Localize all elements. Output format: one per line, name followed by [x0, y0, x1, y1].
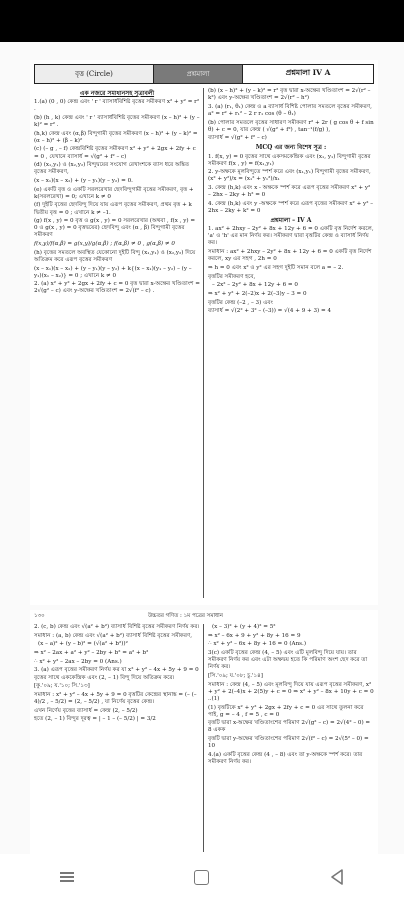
text-line: (1) বৃত্তটিকে x² + y² + 2gx + 2fy + c = 0 এর সাথে তুলনা করে পাই, g = – 4 , f = 5 , c = 0 [208, 704, 364, 718]
text-line: (b) (h , k) কেন্দ্র এবং ' r ' ব্যাসার্ধবিশিষ্ট বৃত্তের সমীকরণ (x – h)² + (y – k)² = r² . [34, 114, 200, 128]
text-line: সমাধান : x² + y² – 4x + 5y + 9 = 0 বৃত্তটির কেন্দ্রের স্থানাঙ্ক = (– (–4)/2 , – 5/2) = (2, – 5/2) , যা নির্ণেয় বৃত্তের কেন্দ্র। [34, 691, 197, 705]
text-line: 2. (c, b) কেন্দ্র এবং √(a² + b²) ব্যাসার্ধ বিশিষ্ট বৃত্তের সমীকরণ নির্ণয় কর। [34, 624, 200, 630]
text-line: (c) (– g , – f) কেন্দ্রবিশিষ্ট বৃত্তের সমীকরণ x² + y² + 2gx + 2fy + c = 0 , যেখানে ব্যাসার্ধ = √(g² + f² – c) [34, 146, 196, 160]
navigation-bar [0, 854, 404, 900]
text-line: 4.(a) একটি বৃত্তের কেন্দ্র (4 , – 8) এবং তা y-অক্ষকে স্পর্শ করে। তার সমীকরণ নির্ণয় কর। [208, 751, 363, 765]
chapter-header [34, 64, 374, 84]
left-column [34, 88, 200, 297]
text-line: 4. কেন্দ্র (h,k) এবং y -অক্ষকে স্পর্শ করে এরূপ বৃত্তের সমীকরণ x² + y² – 2hx – 2ky + k² = 0 [208, 200, 374, 214]
text-line: (g) f(x , y) = 0 বৃত্ত ও g(x , y) = 0 সরলরেখার (অথবা , f(x , y) = 0 ও g(x , y) = 0 বৃত্তদ্বয়ের) ছেদবিন্দু এবং (α , β) বিন্দুগামী বৃত্তের সমীকরণ [34, 218, 196, 239]
text-line: 3. কেন্দ্র (h,k) এবং x - অক্ষকে স্পর্শ করে এরূপ বৃত্তের সমীকরণ x² + y² – 2hx – 2ky + h² = 0 [208, 185, 371, 199]
text-line: [সি.'০৯; য.'০৮; চু.'১৪] [208, 672, 263, 679]
column-divider [203, 624, 204, 852]
home-icon[interactable] [182, 862, 222, 892]
text-line: [কু.'০৯; য.'১০; সি.'১৩] [34, 683, 90, 690]
page-number: ১৩০ [34, 613, 45, 619]
chapter-title: বৃত্ত (Circle) [35, 65, 154, 83]
text-line: বৃত্তটির কেন্দ্র (–2 , – 3) এবং [208, 299, 273, 306]
text-line: 3. (a) (r₁, θ₁) কেন্দ্র ও a ব্যাসার্ধ বিশিষ্ট পোলার সমতলে বৃত্তের সমীকরণ, a² = r² + r₁² – 2 r r₁ cos (θ – θ₁) [208, 103, 372, 117]
back-icon[interactable] [317, 862, 357, 892]
text-line: বৃত্তটির সমীকরণ হবে, [208, 273, 256, 280]
text-line: ∴ x² + y² – 2ax – 2by = 0 (Ans.) [34, 658, 122, 665]
document-page-1 [30, 60, 378, 605]
right-column [208, 624, 374, 768]
text-line: ⇒ x² + y² + 2(–2)x + 2(–3)y – 3 = 0 [208, 290, 307, 297]
text-line: (d) (x₁,y₁) ও (x₂,y₂) বিন্দুদ্বয়ের সংযোগ রেখাংশকে ব্যাস ধরে অঙ্কিত বৃত্তের সমীকরণ, [34, 162, 190, 176]
text-line: – 2x² – 2y² + 8x + 12y + 6 = 0 [212, 282, 298, 289]
text-line: প্রশ্নমালা – IV A [270, 217, 312, 225]
text-line: এক নজরে সমাধানসহ সূত্রাবলী [79, 90, 155, 97]
menu-icon[interactable] [47, 862, 87, 892]
text-line: 3(c) একটি বৃত্তের কেন্দ্র (4, – 5) এবং এটি মূলবিন্দু দিয়ে যায়। তার সমীকরণ নির্ণয় কর এবং এটা অক্ষদ্বয় হতে কি পরিমাণ অংশ ছেদ করে তা নির্ণয় কর। [208, 650, 368, 671]
text-line: (x – a)² + (y – b)² = (√(a² + b²))² [38, 641, 128, 648]
exercise-title: প্রশ্নমালা IV A [285, 68, 331, 77]
text-line: (b) পোলার সমতলে বৃত্তের সাধারণ সমীকরণ r² + 2r ( g cos θ + f sin θ) + c = 0, যার কেন্দ্র ( √(g² + f²) , tan⁻¹(f/g) ), [208, 119, 374, 133]
text-line: 3. (a) এরূপ বৃত্তের সমীকরণ নির্ণয় কর যা x² + y² – 4x + 5y + 9 = 0 বৃত্তের সাথে এককেন্দ্রিক এবং (2, – 1) বিন্দু দিয়ে অতিক্রম করে। [34, 667, 199, 681]
text-line: (h) বৃত্তের সমতলে অবস্থিত যেকোনো দুইটি বিন্দু (x₁,y₁) ও (x₂,y₂) দিয়ে অতিক্রম করে এরূপ বৃত্তের সমীকরণ [34, 249, 196, 263]
text-line: 1.(a) (0 , 0) কেন্দ্র এবং ' r ' ব্যাসার্ধবিশিষ্ট বৃত্তের সমীকরণ x² + y² = r² . [34, 99, 200, 113]
text-line: 2. y-অক্ষকে মূলবিন্দুতে স্পর্শ করে এবং (x₁,y₁) বিন্দুগামী বৃত্তের সমীকরণ, (x² + y²)/x = (x₁² + y₁²)/x₁ [208, 169, 371, 183]
text-line: (b) (x – h)² + (y – k)² = r² বৃত্ত দ্বারা x-অক্ষের খণ্ডিতাংশ = 2√(r² – k²) এবং y-অক্ষের খণ্ডিতাংশ = 2√(r² – h²) [208, 88, 371, 102]
text-line: এখন নির্ণেয় বৃত্তের ব্যাসার্ধ = কেন্দ্র (2, – 5/2) [34, 707, 138, 714]
text-line: বৃত্তটি দ্বারা x-অক্ষের খণ্ডিতাংশের পরিমাণ 2√(g² – c) = 2√(4² – 0) = 8 একক [208, 720, 371, 734]
text-line: (e) একটি বৃত্ত ও একটি সরলরেখার ছেদবিন্দুগামী বৃত্তের সমীকরণ, বৃত্ত + k(সরলরেখা) = 0; এখানে k ≠ 0 [34, 186, 194, 200]
text-line: বৃত্তটি দ্বারা y-অক্ষের খণ্ডিতাংশের পরিমাণ 2√(f² – c) = 2√(5² – 0) = 10 [208, 736, 369, 750]
text-line: (h,k) কেন্দ্র এবং (α,β) বিন্দুগামী বৃত্তের সমীকরণ (x – h)² + (y – k)² = (α – h)² + (β – k)² [34, 130, 198, 144]
text-line: হতে (2, – 1) বিন্দুর দূরত্ব = | – 1 – (– 5/2) | = 3/2 [34, 716, 156, 723]
text-line: ∴ x² + y² – 6x + 8y + 16 = 0 (Ans.) [208, 641, 307, 648]
document-page-2 [30, 610, 378, 854]
status-bar [0, 0, 404, 42]
right-column [208, 88, 374, 317]
text-line: 1. f(x, y) = 0 বৃত্তের সাথে একসমকেন্দ্রিক এবং (x₁, y₁) বিন্দুগামী বৃত্তের সমীকরণ f(x , y) = f(x₁,y₁) [208, 153, 371, 167]
running-head: উচ্চতর গণিত : ১ম পত্রের সমাধান [148, 613, 223, 619]
text-line: ব্যাসার্ধ = √(2² + 3² – (–3)) = √(4 + 9 + 3) = 4 [208, 308, 332, 315]
text-line: ⇒ x² – 6x + 9 + y² + 8y + 16 = 9 [208, 632, 301, 639]
chapter-tag: প্রশ্নমালা [154, 65, 243, 83]
text-line: 2. (a) x² + y² + 2gx + 2fy + c = 0 বৃত্ত দ্বারা x-অক্ষের খণ্ডিতাংশ = 2√(g² – c) এবং y-অক্ষের খণ্ডিতাংশ = 2√(f² – c) . [34, 281, 200, 295]
text-line: সমাধান : ax² + 2hxy – 2y² + 8x + 12y + 6 = 0 একটি বৃত্ত নির্দেশ করলে, xy এর সহগ , 2h = 0 [208, 249, 372, 263]
text-line: ব্যাসার্ধ = √(g² + f² – c) [208, 135, 267, 142]
text-line: (x – x₁)(x – x₂) + (y – y₁)(y – y₂) = 0. [34, 178, 133, 184]
column-divider [203, 88, 204, 598]
text-line: ⇒ h = 0 এবং x² ও y² এর সহগ দুইটি সমান বলে a = – 2. [208, 264, 344, 271]
text-line: (f) দুইটি বৃত্তের ছেদবিন্দু দিয়ে যায় এরূপ বৃত্তের সমীকরণ, প্রথম বৃত্ত + k দ্বিতীয় বৃত্ত = 0 ; এখানে k ≠ –1. [34, 202, 192, 216]
text-line: ⇒ x² – 2ax + a² + y² – 2by + b² = a² + b² [34, 650, 149, 657]
text-line: MCQ এর জন্য বিশেষ সূত্র : [255, 144, 327, 152]
text-line: f(x,y)/f(α,β) = g(x,y)/g(α,β) ; f(α,β) ≠ 0 , g(α,β) ≠ 0 [34, 241, 175, 248]
text-line: (x – x₁)(x – x₂) + (y – y₁)(y – y₂) + k{(x – x₁)(y₁ – y₂) – (y – y₁)(x₁ – x₂)} = 0 ; এখানে k ≠ 0 [34, 265, 192, 279]
text-line: সমাধান : কেন্দ্র (4, – 5) এবং মূলবিন্দু দিয়ে যায় এরূপ বৃত্তের সমীকরণ, x² + y² + 2(–4)x + 2(5)y + c = 0 ⇒ x² + y² – 8x + 10y + c = 0 ..(1) [208, 681, 374, 702]
text-line: (x – 3)² + (y + 4)² = 5² [212, 624, 276, 630]
document-viewer[interactable] [0, 42, 404, 854]
text-line: সমাধান : (a, b) কেন্দ্র এবং √(a² + b²) ব্যাসার্ধ বিশিষ্ট বৃত্তের সমীকরণ, [34, 632, 193, 639]
left-column [34, 624, 200, 725]
text-line: 1. ax² + 2hxy – 2y² + 8x + 12y + 6 = 0 একটি বৃত্ত নির্দেশ করলে, 'a' ও 'h' এর মান নির্ণয় কর। সমীকরণ দ্বারা বৃত্তটির কেন্দ্র ও ব্যাসার্ধ নির্ণয় কর। [208, 226, 374, 247]
